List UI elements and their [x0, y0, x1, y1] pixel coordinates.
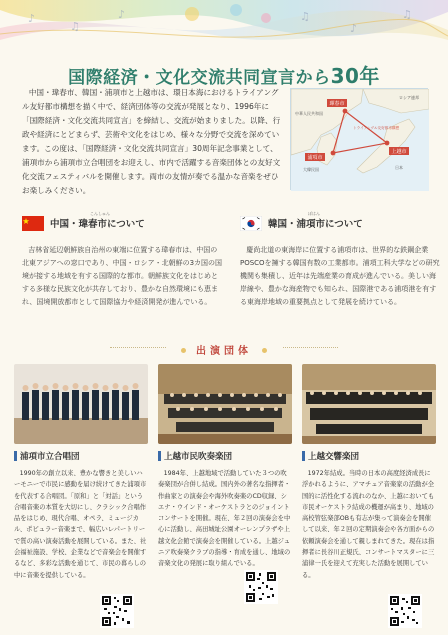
dot-icon [262, 348, 267, 353]
performers-label: 出演団体 [196, 346, 252, 357]
wind-band-description: 1984年、上越地域で活動していた３つの吹奏楽団が合併し結成。国内外の著名な指揮者・作曲家との演奏会や海外吹奏楽のCD収録、シエナ・ウインド・オーケストラとのジョイントコンサートを開催。現在、年２回の演奏会を中心に活動し、高田城址公園オーレンプラザや上越文化会館で演奏会を開催している。上越ジュニア吹奏楽クラブの指導・育成を通し、地域の音楽文化の発展に取り組んでいる。 [158, 470, 291, 568]
decorative-header-band [0, 0, 448, 62]
performer-pohang-choir [14, 364, 148, 581]
map-label-russia: ロシア連邦 [399, 95, 419, 100]
intro-paragraph: 中国・瑋春市、韓国・浦項市と上越市は、環日本海におけるトライアングル友好都市構想を描く中で、経済団体等の交流が発展となり、1996年に「国際経済・文化交流共同宣言」を締結し、交流が始まりました。以降、行政や経済にとどまらず、芸術や文化をはじめ、様々な分野で交流を深めています。この度は、「国際経済・文化交流共同宣言」30周年記念事業として、浦項市から浦項市立合唱団をお迎えし、市内で活躍する音楽団体との友好文化交流フェスティバルを開催します。両市の友情が奏でる温かな音楽をぜひお楽しみください。 [22, 88, 281, 195]
map-label-hunchun: 琿春市 [329, 101, 345, 107]
korea-heading [240, 212, 442, 234]
choir-qr-code[interactable] [100, 594, 134, 628]
korea-description: 慶尚北道の東海岸に位置する浦項市は、世界的な鉄鋼企業POSCOを擁する韓国有数の工業都市。浦項工科大学などの研究機関も集積し、近年は先端産業の育成が進んでいる。美しい海岸線や、豊かな海産物でも知られ、国際港である浦項港を有する東海岸地域の重要拠点として発展を続けている。 [240, 246, 440, 306]
svg-text:♪: ♪ [28, 12, 36, 25]
svg-text:♪: ♪ [350, 22, 358, 35]
symphony-name: 上越交響楽団 [302, 450, 436, 462]
symphony-description: 1972年結成。当時の日本の高度経済成長に浮かれるように、アマチュア音楽家の活動が全国的に活性化する流れのなか、上越においても市民オーケストラ結成の機運が高まり、地域の高校管弦楽部OBも有志が集って演奏会を開催して以来、年２回の定期演奏会や各方面からの依頼演奏会を通して親しまれてきた。現在は指揮者に長谷川正規氏、コンサートマスターに三浦律一氏を迎えて充実した活動を展開している。 [302, 470, 435, 579]
korea-section [240, 212, 442, 309]
china-section [22, 212, 224, 309]
title-years: 30年 [330, 64, 380, 88]
performer-joetsu-wind-band [158, 364, 292, 570]
map-label-korea: 大韓民国 [303, 167, 319, 172]
symphony-qr-code[interactable] [388, 594, 422, 628]
map-label-china: 中華人民共和国 [295, 111, 323, 116]
performers-label-wrap [166, 342, 283, 357]
china-heading [22, 212, 224, 234]
map-label-triangle: トライアングル友好都市構想 [353, 126, 400, 130]
korea-title: 韓国・浦項市について [268, 219, 363, 230]
qr-code-icon [244, 570, 278, 604]
wind-band-qr-code[interactable] [244, 570, 278, 604]
korea-title-wrap [268, 211, 363, 230]
choir-photo [14, 364, 148, 444]
china-title: 中国・瑋春市について [50, 219, 145, 230]
color-wave-decoration [0, 0, 448, 62]
svg-text:♫: ♫ [300, 10, 310, 23]
symphony-photo [302, 364, 436, 444]
performer-joetsu-symphony [302, 364, 436, 581]
svg-text:♫: ♫ [402, 8, 412, 21]
choir-description: 1990年の創立以来、豊かな響きと美しいハーモニーで市民に感動を届け続けてきた浦項市を代表する合唱団。「原和」と「対話」という合唱音楽の本質を大切にし、クラシック合唱作品をはじめ、現代合唱、オペラ、ミュージカル、ポピュラー音楽まで、幅広いレパートリーで質の高い演奏活動を展開している。また、社会福祉施設、学校、企業などで音楽会を開催するなど、多彩な活動を通じて、市民の暮らしの中に音楽を提供している。 [14, 470, 147, 579]
performers-heading [0, 339, 448, 358]
qr-code-icon [388, 594, 422, 628]
map-illustration [291, 89, 429, 191]
wind-band-photo [158, 364, 292, 444]
china-ruby: こんしゅん [90, 211, 110, 216]
wind-band-name: 上越市民吹奏楽団 [158, 450, 292, 462]
china-description: 吉林省延辺朝鮮族自治州の東端に位置する瑋春市は、中国の北東アジアへの窓口であり、中国・ロシア・北朝鮮の3カ国の国境が接する地域を有する国際的な都市。朝鮮族文化をはじめとする多様な民族文化が共存しており、豊かな自然環境にも恵まれ、国境開放都市として国際協力や経済開発が進んでいる。 [22, 246, 223, 306]
map-label-pohang: 浦項市 [307, 155, 323, 161]
svg-text:♪: ♪ [118, 8, 126, 21]
map-label-japan: 日本 [395, 165, 403, 170]
intro-text-block [22, 86, 284, 198]
china-flag-icon [22, 216, 44, 231]
china-title-wrap [50, 211, 145, 230]
title-prefix: 国際経済・文化交流共同宣言から [68, 68, 331, 88]
page-title [0, 60, 448, 89]
korea-ruby: ぽはん [308, 211, 320, 216]
map-label-joetsu: 上越市 [391, 149, 407, 155]
korea-flag-icon [240, 216, 262, 231]
qr-code-icon [100, 594, 134, 628]
svg-text:♫: ♫ [70, 20, 80, 33]
choir-name: 浦項市立合唱団 [14, 450, 148, 462]
region-map [290, 88, 428, 190]
dot-icon [181, 348, 186, 353]
